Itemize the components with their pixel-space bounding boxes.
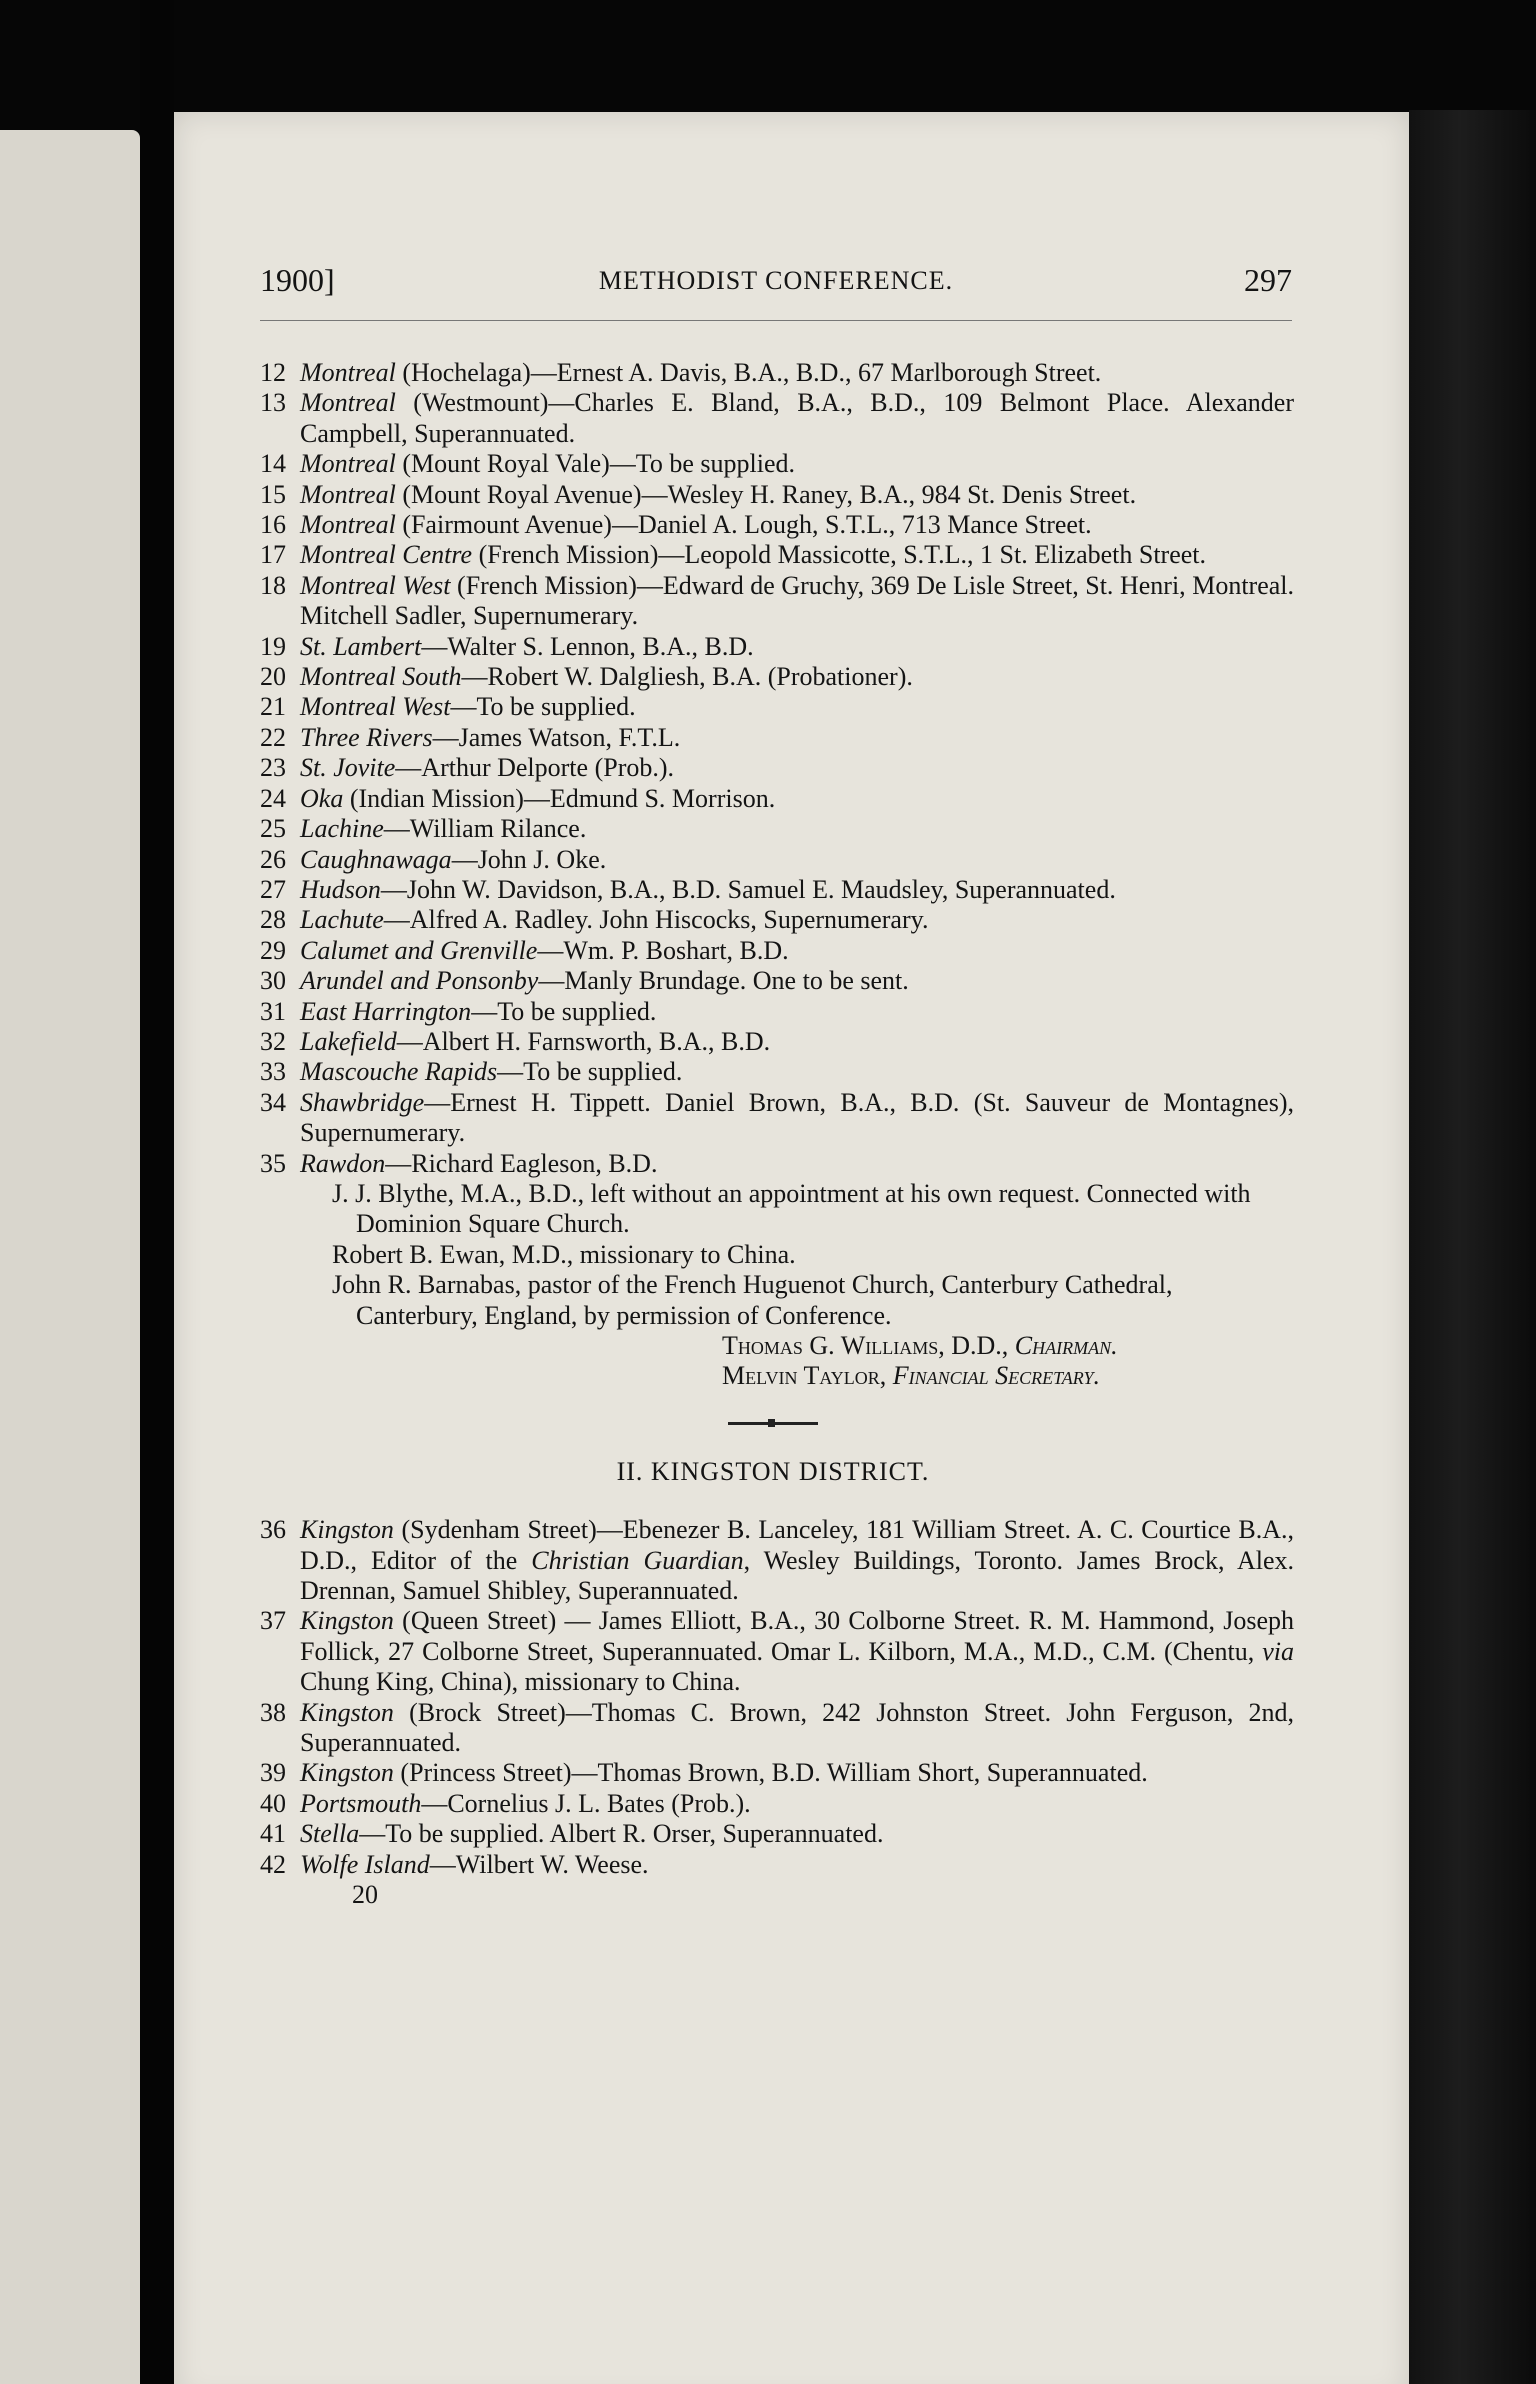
section-divider [728, 1422, 818, 1425]
circuit-text [300, 875, 1116, 904]
circuit-entry [252, 1606, 1294, 1697]
circuit-entry [252, 845, 1294, 875]
circuit-place: Montreal [300, 510, 396, 540]
circuit-text [300, 1698, 1294, 1757]
circuit-appointments: (Fairmount Avenue)—Daniel A. Lough, S.T.L., 713 Mance Street. [395, 510, 1092, 540]
circuit-number: 39 [260, 1758, 286, 1788]
circuit-appointments: —William Rilance. [383, 814, 587, 844]
note-paragraph: Robert B. Ewan, M.D., missionary to China. [332, 1239, 796, 1269]
circuit-place: Montreal South [300, 662, 462, 692]
circuit-appointments: —Robert W. Dalgliesh, B.A. (Probationer). [461, 662, 913, 692]
circuit-number: 41 [260, 1819, 286, 1849]
circuit-appointments: —Walter S. Lennon, B.A., B.D. [421, 631, 754, 661]
circuit-appointments: —To be supplied. [471, 996, 657, 1026]
circuit-entry [252, 632, 1294, 662]
circuit-appointments: —John W. Davidson, B.A., B.D. Samuel E. Maudsley, Superannuated. [380, 874, 1116, 904]
circuit-place: Rawdon [300, 1148, 386, 1178]
circuit-entry [252, 753, 1294, 783]
circuit-appointments: —To be supplied. [450, 692, 636, 722]
circuit-number: 37 [260, 1606, 286, 1636]
circuit-appointments: (Queen Street) — James Elliott, B.A., 30 Colborne Street. R. M. Hammond, Joseph Follick, 27 Colborne Street, Superannuated. Omar L. Kilborn, M.A., M.D., C.M. (Chentu, [300, 1606, 1294, 1666]
header-title: METHODIST CONFERENCE. [598, 266, 954, 295]
circuit-entry [252, 1088, 1294, 1149]
circuit-text [300, 1088, 1294, 1147]
circuit-number: 36 [260, 1515, 286, 1545]
circuit-appointments: (French Mission)—Leopold Massicotte, S.T.L., 1 St. Elizabeth Street. [472, 540, 1207, 570]
circuit-appointments: —To be supplied. Albert R. Orser, Superannuated. [359, 1819, 884, 1849]
circuit-entry [252, 692, 1294, 722]
circuit-place: Lakefield [300, 1026, 397, 1056]
circuit-place: East Harrington [300, 996, 472, 1026]
circuit-appointments: —Alfred A. Radley. John Hiscocks, Supernumerary. [383, 905, 929, 935]
circuit-appointments: —John J. Oke. [451, 844, 607, 874]
circuit-text [300, 540, 1206, 569]
circuit-text [300, 1057, 682, 1086]
circuit-number: 25 [260, 814, 286, 844]
circuit-text [300, 692, 636, 721]
circuit-entry [252, 1850, 1294, 1880]
page-number: 297 [1244, 262, 1292, 298]
circuit-appointments: (Westmount)—Charles E. Bland, B.A., B.D., 109 Belmont Place. Alexander Campbell, Superannuated. [300, 388, 1294, 448]
circuit-number: 19 [260, 631, 286, 661]
circuit-text [300, 1149, 657, 1178]
circuit-number: 24 [260, 783, 286, 813]
circuit-text [300, 966, 909, 995]
circuit-appointments: —Arthur Delporte (Prob.). [395, 753, 675, 783]
circuit-entry [252, 1027, 1294, 1057]
note-paragraph: John R. Barnabas, pastor of the French Huguenot Church, Canterbury Cathedral, Canterbury, England, by permission of Conference. [332, 1270, 1173, 1330]
circuit-entry [252, 784, 1294, 814]
circuit-place: Kingston [300, 1515, 394, 1545]
circuit-appointments: (Princess Street)—Thomas Brown, B.D. William Short, Superannuated. [393, 1758, 1148, 1788]
circuit-text [300, 1027, 770, 1056]
circuit-place: Kingston [300, 1606, 394, 1636]
circuit-place: Arundel and Ponsonby [300, 966, 539, 996]
circuit-number: 22 [260, 722, 286, 752]
circuit-number: 26 [260, 844, 286, 874]
circuit-number: 30 [260, 966, 286, 996]
circuit-place: Montreal [300, 449, 396, 479]
signatory-role: Financial Secretary. [892, 1361, 1100, 1391]
circuit-entry [252, 449, 1294, 479]
circuit-place: Mascouche Rapids [300, 1057, 498, 1087]
circuit-number: 13 [260, 388, 286, 418]
circuit-text [300, 753, 674, 782]
circuit-appointments: (Hochelaga)—Ernest A. Davis, B.A., B.D., 67 Marlborough Street. [395, 358, 1102, 387]
signatory-role: Chairman. [1014, 1331, 1118, 1360]
circuit-appointments: —James Watson, F.T.L. [432, 722, 681, 752]
circuit-appointments: —Wilbert W. Weese. [429, 1849, 649, 1879]
circuit-place: Montreal Centre [300, 540, 473, 570]
circuit-text [300, 1606, 1294, 1696]
circuit-entry [252, 480, 1294, 510]
circuit-appointments: (Indian Mission)—Edmund S. Morrison. [343, 783, 776, 813]
circuit-text [300, 480, 1136, 509]
kingston-entries [252, 1515, 1294, 1880]
circuit-place: Three Rivers [300, 722, 433, 752]
circuit-appointments: (Mount Royal Avenue)—Wesley H. Raney, B.A., 984 St. Denis Street. [395, 479, 1137, 509]
circuit-text [300, 936, 789, 965]
circuit-number: 29 [260, 935, 286, 965]
circuit-entry [252, 723, 1294, 753]
circuit-place: Kingston [300, 1697, 394, 1727]
circuit-text [300, 814, 586, 843]
circuit-text [300, 632, 754, 661]
circuit-appointments-cont: Chung King, China), missionary to China. [300, 1667, 741, 1697]
circuit-appointments-cont: , Wesley Buildings, Toronto. James Brock, Alex. Drennan, Samuel Shibley, Superannuated. [300, 1545, 1294, 1606]
circuit-number: 21 [260, 692, 286, 722]
circuit-appointments: —Albert H. Farnsworth, B.A., B.D. [396, 1026, 771, 1056]
page-body [252, 358, 1294, 1911]
circuit-italic: Christian Guardian [531, 1545, 744, 1575]
circuit-entry [252, 510, 1294, 540]
circuit-place: Portsmouth [300, 1788, 422, 1818]
notes-block [252, 1179, 1294, 1331]
circuit-text [300, 358, 1101, 387]
circuit-entry [252, 1515, 1294, 1606]
circuit-entry [252, 936, 1294, 966]
circuit-place: Shawbridge [300, 1087, 425, 1117]
signature-mark: 20 [352, 1880, 378, 1910]
circuit-place: St. Jovite [300, 753, 396, 783]
circuit-appointments: —Cornelius J. L. Bates (Prob.). [421, 1788, 751, 1818]
circuit-entry [252, 540, 1294, 570]
circuit-text [300, 905, 928, 934]
circuit-entry [252, 662, 1294, 692]
circuit-appointments: (French Mission)—Edward de Gruchy, 369 De Lisle Street, St. Henri, Montreal. Mitchell Sadler, Supernumerary. [300, 570, 1295, 631]
circuit-number: 34 [260, 1087, 286, 1117]
circuit-number: 28 [260, 905, 286, 935]
circuit-appointments: (Mount Royal Vale)—To be supplied. [395, 449, 796, 479]
circuit-text [300, 845, 606, 874]
circuit-appointments: —Ernest H. Tippett. Daniel Brown, B.A., B.D. (St. Sauveur de Montagnes), Supernumerary. [300, 1087, 1294, 1148]
circuit-number: 20 [260, 662, 286, 692]
circuit-number: 27 [260, 874, 286, 904]
book-gutter [140, 0, 174, 2384]
circuit-place: Montreal [300, 388, 396, 418]
circuit-appointments: —Richard Eagleson, B.D. [385, 1148, 658, 1178]
circuit-text [300, 662, 913, 691]
circuit-text [300, 997, 656, 1026]
circuit-appointments: (Sydenham Street)—Ebenezer B. Lanceley, 181 William Street. A. C. Courtice B.A., D.D., Editor of the [300, 1515, 1294, 1575]
signatory-name: Melvin Taylor, [722, 1361, 893, 1391]
circuit-appointments: —To be supplied. [497, 1057, 683, 1087]
left-page-edge [0, 130, 140, 2384]
circuit-entry [252, 571, 1294, 632]
circuit-number: 14 [260, 449, 286, 479]
circuit-entry [252, 1057, 1294, 1087]
circuit-text [300, 1789, 751, 1818]
circuit-number: 23 [260, 753, 286, 783]
circuit-text [300, 1515, 1294, 1605]
circuit-number: 32 [260, 1026, 286, 1056]
circuit-number: 15 [260, 479, 286, 509]
circuit-entry [252, 905, 1294, 935]
circuit-appointments: —Manly Brundage. One to be sent. [538, 966, 909, 996]
circuit-number: 17 [260, 540, 286, 570]
circuit-entry [252, 1758, 1294, 1788]
circuit-entry [252, 358, 1294, 388]
circuit-text [300, 388, 1294, 447]
circuit-number: 33 [260, 1057, 286, 1087]
circuit-place: Montreal [300, 479, 396, 509]
circuit-entry [252, 1819, 1294, 1849]
circuit-place: Lachute [300, 905, 384, 935]
circuit-entry [252, 966, 1294, 996]
circuit-number: 12 [260, 358, 286, 387]
circuit-number: 42 [260, 1849, 286, 1879]
circuit-entry [252, 814, 1294, 844]
header-year: 1900] [260, 262, 335, 298]
circuit-appointments: —Wm. P. Boshart, B.D. [537, 935, 789, 965]
montreal-entries [252, 358, 1294, 1179]
circuit-place: Montreal West [300, 692, 451, 722]
signature-block [252, 1331, 1294, 1392]
circuit-entry [252, 388, 1294, 449]
circuit-number: 16 [260, 510, 286, 540]
circuit-place: Wolfe Island [300, 1849, 430, 1879]
circuit-appointments: (Brock Street)—Thomas C. Brown, 242 Johnston Street. John Ferguson, 2nd, Superannuated. [300, 1697, 1294, 1758]
circuit-number: 35 [260, 1148, 286, 1178]
running-header [260, 262, 1292, 306]
circuit-number: 38 [260, 1697, 286, 1727]
circuit-place: Montreal [300, 358, 396, 387]
circuit-place: Lachine [300, 814, 384, 844]
circuit-entry [252, 1149, 1294, 1179]
signatory-name: Thomas G. Williams, D.D., [722, 1331, 1015, 1360]
circuit-text [300, 571, 1294, 630]
circuit-place: Montreal West [300, 570, 451, 600]
circuit-place: Calumet and Grenville [300, 935, 538, 965]
district-heading: II. KINGSTON DISTRICT. [616, 1456, 930, 1486]
circuit-place: Caughnawaga [300, 844, 452, 874]
circuit-entry [252, 997, 1294, 1027]
note-paragraph: J. J. Blythe, M.A., B.D., left without an appointment at his own request. Connected with Dominion Square Church. [332, 1178, 1251, 1239]
circuit-text [300, 1819, 883, 1848]
signature-line [252, 1361, 1294, 1391]
circuit-number: 18 [260, 570, 286, 600]
circuit-text [300, 784, 775, 813]
circuit-place: St. Lambert [300, 631, 422, 661]
header-rule [260, 320, 1292, 321]
circuit-place: Stella [300, 1819, 360, 1849]
circuit-entry [252, 1789, 1294, 1819]
circuit-text [300, 723, 680, 752]
circuit-number: 40 [260, 1788, 286, 1818]
circuit-place: Oka [300, 783, 344, 813]
circuit-italic: via [1262, 1636, 1294, 1666]
circuit-entry [252, 1698, 1294, 1759]
circuit-number: 31 [260, 996, 286, 1026]
page-edge-right [1409, 110, 1536, 2384]
circuit-text [300, 449, 795, 478]
circuit-text [300, 1850, 649, 1879]
circuit-entry [252, 875, 1294, 905]
circuit-text [300, 1758, 1148, 1787]
signature-line [252, 1331, 1294, 1361]
circuit-place: Kingston [300, 1758, 394, 1788]
circuit-place: Hudson [300, 874, 381, 904]
circuit-text [300, 510, 1092, 539]
